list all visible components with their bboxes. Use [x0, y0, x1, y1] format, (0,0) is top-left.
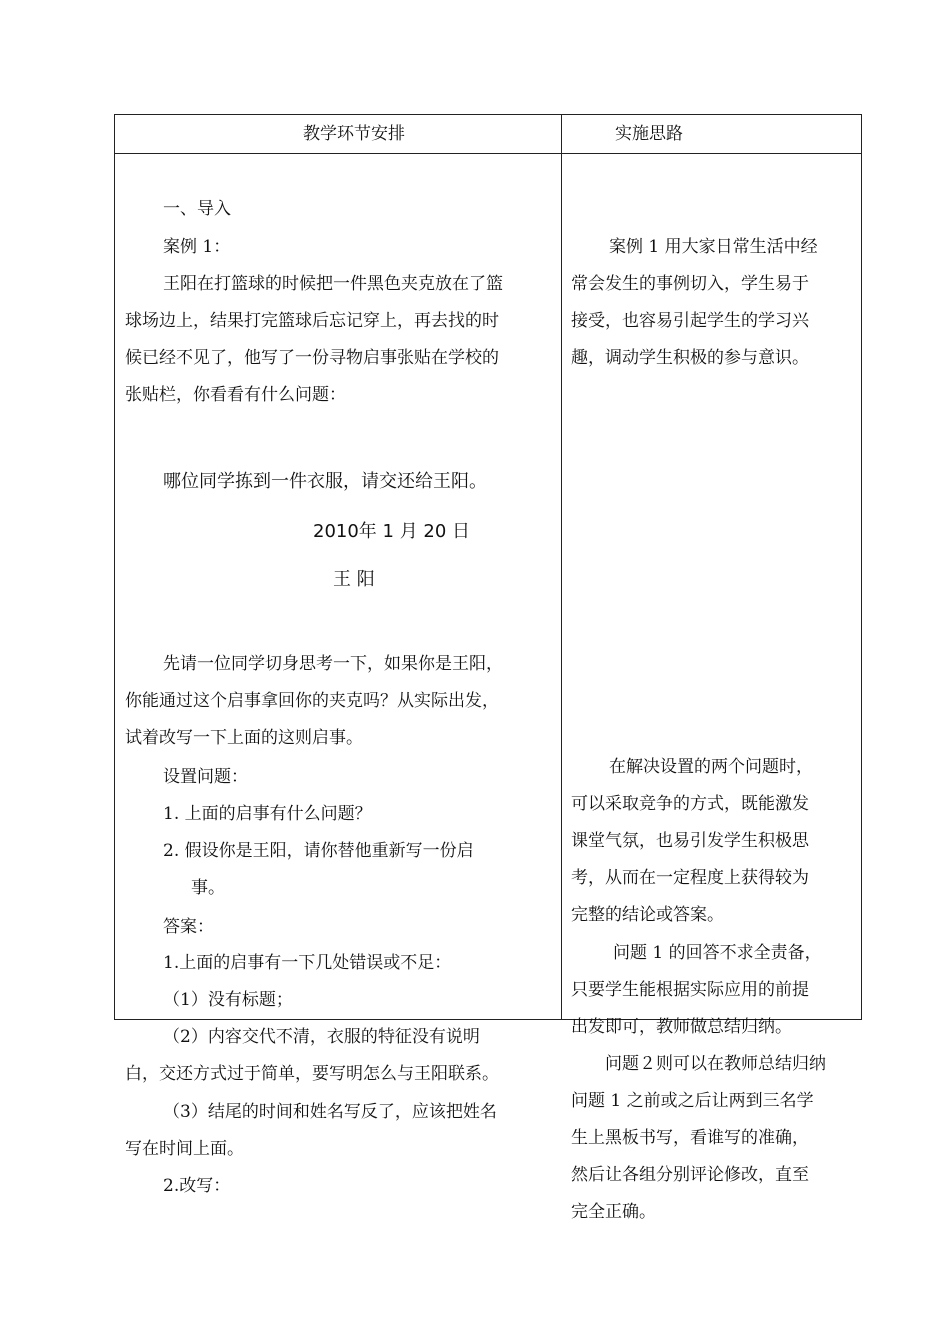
case-text-line: 候已经不见了，他写了一份寻物启事张贴在学校的 — [125, 348, 499, 368]
answer-line: （2）内容交代不清，衣服的特征没有说明 — [163, 1027, 480, 1047]
rationale-line: 在解决设置的两个问题时， — [609, 757, 813, 777]
rationale-line: 完全正确。 — [571, 1202, 656, 1222]
rationale-line: 趣，调动学生积极的参与意识。 — [571, 348, 809, 368]
rationale-line: 完整的结论或答案。 — [571, 905, 724, 925]
notice-body: 哪位同学拣到一件衣服，请交还给王阳。 — [163, 471, 487, 492]
rationale-line: 课堂气氛，也易引发学生积极思 — [571, 831, 809, 851]
prompt-line: 你能通过这个启事拿回你的夹克吗？从实际出发， — [125, 691, 499, 711]
answer-line: 1.上面的启事有一下几处错误或不足： — [163, 953, 452, 973]
answer-line: （3）结尾的时间和姓名写反了，应该把姓名 — [163, 1102, 497, 1122]
rationale-line: 然后让各组分别评论修改，直至 — [571, 1165, 809, 1185]
answer-line: 写在时间上面。 — [125, 1139, 244, 1159]
question-item: 2. 假设你是王阳，请你替他重新写一份启 — [163, 841, 474, 861]
rationale-line: 只要学生能根据实际应用的前提 — [571, 980, 809, 1000]
header-teaching-steps: 教学环节安排 — [303, 124, 405, 144]
notice-date: 2010年 1 月 20 日 — [313, 521, 471, 542]
question-item: 事。 — [191, 878, 225, 898]
prompt-line: 试着改写一下上面的这则启事。 — [125, 728, 363, 748]
rationale-line: 问题 1 之前或之后让两到三名学 — [571, 1091, 814, 1111]
rationale-line: 出发即可，教师做总结归纳。 — [571, 1017, 792, 1037]
questions-label: 设置问题： — [163, 767, 248, 787]
column-divider — [561, 115, 562, 1019]
rationale-line: 考，从而在一定程度上获得较为 — [571, 868, 809, 888]
case-text-line: 张贴栏，你看看有什么问题： — [125, 385, 346, 405]
prompt-line: 先请一位同学切身思考一下，如果你是王阳， — [163, 654, 503, 674]
case-text-line: 王阳在打篮球的时候把一件黑色夹克放在了篮 — [163, 274, 503, 294]
table-header-row — [115, 115, 861, 154]
answer-line: 白，交还方式过于简单，要写明怎么与王阳联系。 — [125, 1064, 499, 1084]
rationale-line: 生上黑板书写，看谁写的准确， — [571, 1128, 809, 1148]
case-label: 案例 1： — [163, 237, 231, 257]
rationale-line: 可以采取竞争的方式，既能激发 — [571, 794, 809, 814]
lesson-table — [114, 114, 862, 1222]
section-title: 一、导入 — [163, 199, 231, 219]
rationale-line: 常会发生的事例切入，学生易于 — [571, 274, 809, 294]
answer-line: （1）没有标题； — [163, 990, 293, 1010]
case-text-line: 球场边上，结果打完篮球后忘记穿上，再去找的时 — [125, 311, 499, 331]
rationale-line: 问题２则可以在教师总结归纳 — [605, 1054, 826, 1074]
header-implementation-ideas: 实施思路 — [615, 124, 683, 144]
question-item: 1. 上面的启事有什么问题？ — [163, 804, 372, 824]
rationale-line: 接受，也容易引起学生的学习兴 — [571, 311, 809, 331]
rationale-line: 问题 1 的回答不求全责备， — [613, 943, 822, 963]
answer-label: 答案： — [163, 917, 214, 937]
answer-line: 2.改写： — [163, 1176, 231, 1196]
rationale-line: 案例 1 用大家日常生活中经 — [609, 237, 818, 257]
notice-signature: 王 阳 — [333, 569, 375, 590]
